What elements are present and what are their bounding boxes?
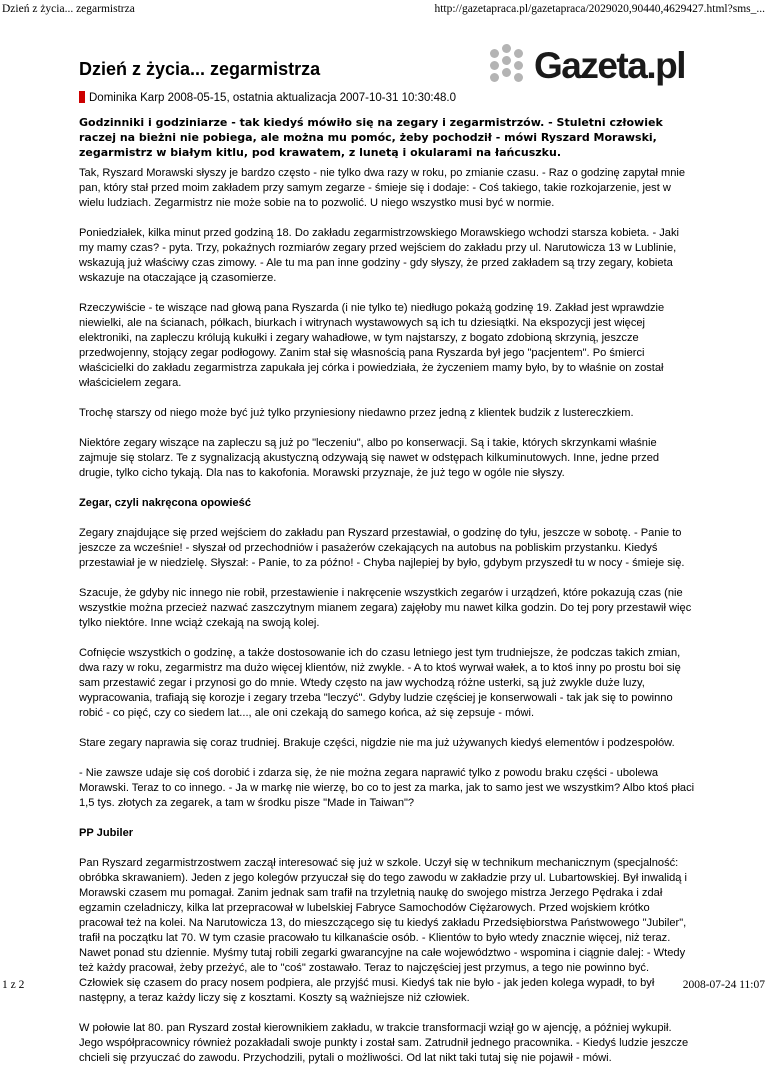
paragraph: Szacuje, że gdyby nic innego nie robił, przestawienie i nakręcenie wszystkich zegarów i urządzeń, które pokazują czas (nie wszystkie można przecież nazwać zaszczytnym mianem zegara) zajęłoby mu nawet kilka godzin. Do tej pory przestawił więc tylko niektóre. Inne wciąż czekają na swoją kolej. <box>79 587 692 629</box>
paragraph: Tak, Ryszard Morawski słyszy je bardzo często - nie tylko dwa razy w roku, po zmianie czasu. - Raz o godzinę zapytał mnie pan, który stał przed moim zakładem przy samym zegarze - śmieje się i dodaje: - Coś takiego, takie rozkojarzenie, jest w wielu ludziach. Zegarmistrz nie może sobie na to pozwolić. U niego wszystko musi być w normie. <box>79 167 686 209</box>
paragraph: Pan Ryszard zegarmistrzostwem zaczął interesować się już w szkole. Uczył się w technikum mechanicznym (specjalność: obróbka skrawaniem). Jeden z jego kolegów przyuczał się do tego zawodu w zakładzie przy ul. Lubartowskiej. Był inwalidą i Morawski czasem mu pomagał. Zanim jednak sam trafił na trzyletnią naukę do swojego mistrza Jerzego Pędraka i zdał egzamin czeladniczy, kilka lat przepracował w lubelskiej Fabryce Samochodów Ciężarowych. Przed wojskiem krótko pracował też na kolei. Na Narutowicza 13, do mieszczącego się tu kiedyś zakładu Przedsiębiorstwa Państwowego "Jubiler", trafił na początku lat 70. W tym czasie pracowało tu kilkanaście osób. - Klientów to było wtedy znacznie więcej, niż teraz. Nawet ponad stu dziennie. Myśmy tutaj robili zegarki gwarancyjne na całe województwo - wspomina i ciągnie dalej: - Wtedy też każdy pracował, żeby przeżyć, ale to "coś" zostawało. Teraz to najczęściej jest przymus, a tego nie powinno być. Człowiek się czasem do pracy nosem podpiera, ale przyjść musi. Kiedyś tak nie było - jak jeden kolega wypadł, to był następny, a teraz każdy liczy się z kosztami. Koszty są ważniejsze niż człowiek. <box>79 857 687 1004</box>
paragraph: Zegary znajdujące się przed wejściem do zakładu pan Ryszard przestawiał, o godzinę do tyłu, jeszcze w sobotę. - Panie to jeszcze za wcześnie! - słyszał od przechodniów i pasażerów czekających na autobus na pobliskim przystanku. Kiedyś przestawiał je w niedzielę. Słyszał: - Panie, to za późno! - Chyba najlepiej by było, gdybym przyszedł tu w nocy - śmieje się. <box>79 527 685 569</box>
article-title: Dzień z życia... zegarmistrza <box>79 59 321 79</box>
paragraph: Stare zegary naprawia się coraz trudniej. Brakuje części, nigdzie nie ma już używanych kiedyś elementów i podzespołów. <box>79 737 675 749</box>
print-header-title: Dzień z życia... zegarmistrza <box>2 3 135 15</box>
section-heading: Zegar, czyli nakręcona opowieść <box>79 497 252 509</box>
paragraph: Trochę starszy od niego może być już tylko przyniesiony niedawno przez jedną z klientek budzik z lustereczkiem. <box>79 407 634 419</box>
article-body <box>79 166 695 1081</box>
byline-text: Dominika Karp 2008-05-15, ostatnia aktualizacja 2007-10-31 10:30:48.0 <box>89 92 456 104</box>
print-footer-timestamp: 2008-07-24 11:07 <box>682 979 765 991</box>
byline-marker-icon <box>79 91 85 103</box>
paragraph: W połowie lat 80. pan Ryszard został kierownikiem zakładu, w trakcie transformacji wziął go w ajencję, a później wykupił. Jego współpracownicy również pozakładali swoje punkty i został sam. Zatrudnił jednego pracownika. - Kiedyś ludzie jeszcze chcieli się przyuczać do zawodu. Przychodzili, pytali o możliwości. Od lat nikt taki tutaj się nie pojawił - mówi. <box>79 1022 689 1064</box>
paragraph: Cofnięcie wszystkich o godzinę, a także dostosowanie ich do czasu letniego jest tym trudniejsze, że podczas takich zmian, dwa razy w roku, zegarmistrz ma dużo więcej klientów, niż zwykle. - A to ktoś wyrwał wałek, a to ktoś inny po prostu boi się sam przestawić zegar i przynosi go do mnie. Wtedy często na jaw wychodzą różne usterki, są już zwykle duże luzy, wypracowania, trafiają się korozje i zegary trzeba "leczyć". Gdyby ludzie częściej je konserwowali - tak jak się to powinno robić - co pięć, czy co siedem lat..., ale oni czekają do samego końca, aż się zepsuje - mówi. <box>79 647 681 719</box>
gazeta-logo[interactable] <box>490 44 718 88</box>
article-byline <box>79 91 456 104</box>
paragraph: - Nie zawsze udaje się coś dorobić i zdarza się, że nie można zegara naprawić tylko z powodu braku części - ubolewa Morawski. Teraz to co innego. - Ja w markę nie wierzę, bo co to jest za marka, jak to samo jest we wszystkim? Albo ktoś płaci 1,5 tys. złotych za zegarek, a tam w środku pisze "Made in Taiwan"? <box>79 767 695 809</box>
paragraph: Rzeczywiście - te wiszące nad głową pana Ryszarda (i nie tylko te) niedługo pokażą godzinę 19. Zakład jest wprawdzie niewielki, ale na ścianach, półkach, biurkach i witrynach wystawowych są ich tu dziesiątki. Na ekspozycji jest więcej elektroniki, na zapleczu królują kukułki i zegary wahadłowe, w tym najstarszy, z bogato zdobioną skrzynią, jeszcze przedwojenny, stojący zegar podłogowy. Zanim stał się własnością pana Ryszarda był jego "pacjentem". Po śmierci właścicielki do zakładu zegarmistrza zapukała jej córka i powiedziała, że życzeniem mamy było, by to właśnie on został właścicielem zegara. <box>79 302 665 389</box>
section-heading: PP Jubiler <box>79 827 134 839</box>
print-footer-page: 1 z 2 <box>2 979 25 991</box>
article-lead: Godzinniki i godziniarze - tak kiedyś mówiło się na zegary i zegarmistrzów. - Stuletni człowiek raczej na bieżni nie pobiega, ale można mu pomóc, żeby pochodził - mówi Ryszard Morawski, zegarmistrz w białym kitlu, pod krawatem, z lunetą i okularami na łańcuszku. <box>79 116 663 159</box>
paragraph: Niektóre zegary wiszące na zapleczu są już po "leczeniu", albo po konserwacji. Są i takie, których skrzynkami właśnie zajmuje się stolarz. Te z sygnalizacją akustyczną odzywają się nawet w odstępach kilkuminutowych. Inne, jedne przed drugie, tylko cicho tykają. Dla nas to kakofonia. Morawski przyznaje, że już tego w ogóle nie słyszy. <box>79 437 660 479</box>
paragraph: Poniedziałek, kilka minut przed godziną 18. Do zakładu zegarmistrzowskiego Morawskiego wchodzi starsza kobieta. - Jaki my mamy czas? - pyta. Trzy, pokaźnych rozmiarów zegary przed wejściem do zakładu przy ul. Narutowicza 13 w Lublinie, wskazują już właściwy czas zimowy. - Ale tu ma pan inne godziny - gdy słyszy, że przed zakładem są trzy zegary, kobieta wskazuje na otaczające ją czasomierze. <box>79 227 679 284</box>
logo-wordmark: Gazeta.pl <box>534 45 685 86</box>
print-header-url: http://gazetapraca.pl/gazetapraca/2029020,90440,4629427.html?sms_... <box>434 3 765 15</box>
